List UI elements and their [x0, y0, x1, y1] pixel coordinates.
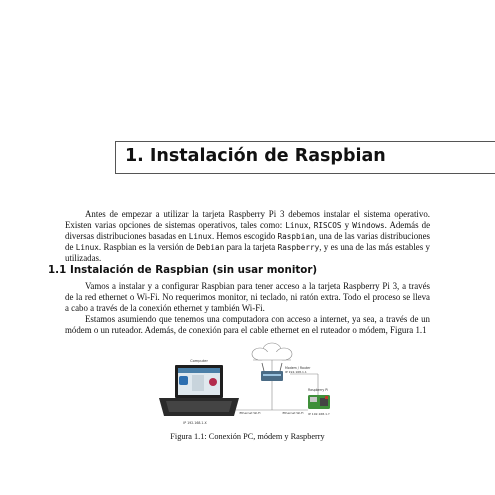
inline-code: RISCOS — [313, 221, 342, 230]
intro-text-run: , — [308, 220, 314, 230]
intro-paragraph — [65, 209, 430, 264]
computer-label: Computer — [190, 359, 208, 363]
intro-text-run: , y es una de las más estables y utilizadas. — [65, 242, 430, 263]
inline-code: Raspberry — [277, 243, 320, 252]
laptop-icon — [159, 365, 239, 416]
network-diagram — [150, 338, 345, 428]
raspberry-pi-icon — [308, 395, 330, 409]
section-body — [65, 281, 430, 336]
chapter-rule-bottom — [115, 173, 495, 174]
figure-caption: Figura 1.1: Conexión PC, módem y Raspberry — [170, 432, 325, 441]
intro-text-run: y — [341, 220, 353, 230]
raspberry-label: Raspberry Pi — [308, 388, 328, 392]
raspberry-ip-label: IP 192.168.1.Y — [308, 412, 330, 416]
link-right-label: Ethernet Wi-Fi — [282, 411, 304, 415]
intro-text-run: para la tarjeta — [224, 242, 278, 252]
internet-cloud-icon — [252, 343, 292, 360]
inline-code: Windows — [352, 221, 385, 230]
inline-code: Linux — [188, 232, 212, 241]
intro-text-run: . Además de diversas distribuciones basadas en — [65, 220, 431, 241]
intro-text-run: . Raspbian es la versión de — [98, 242, 197, 252]
computer-ip-label: IP 192.168.1.X — [183, 421, 207, 425]
inline-code: Debian — [196, 243, 225, 252]
chapter-heading — [115, 141, 495, 174]
section-number: 1.1 — [48, 264, 67, 276]
section-paragraph-2: Estamos asumiendo que tenemos una computadora con acceso a internet, ya sea, a través de un módem o un ruteador. Además, de conexión para el cable ethernet en el ruteador o módem, Figura 1.1 — [65, 314, 430, 335]
chapter-title: 1. Instalación de Raspbian — [125, 146, 386, 166]
intro-text-run: . Hemos escogido — [211, 231, 278, 241]
network-figure — [150, 338, 345, 428]
modem-label: Modem / Router — [285, 366, 311, 370]
chapter-rule-left — [115, 141, 116, 174]
intro-text-run: Antes de empezar a utilizar la tarjeta Raspberry Pi 3 debemos instalar el sistema operativo. Existen varias opciones de sistemas operativos, tales como: — [65, 209, 430, 230]
inline-code: Linux — [285, 221, 309, 230]
intro-text-run: , una de las varias distribuciones de — [65, 231, 430, 252]
intro-paragraph-text — [65, 209, 430, 264]
section-title: Instalación de Raspbian (sin usar monitor) — [70, 264, 318, 276]
chapter-rule-top — [115, 141, 495, 142]
inline-code: Linux — [75, 243, 99, 252]
inline-code: Raspbian — [277, 232, 315, 241]
section-paragraph-1: Vamos a instalar y a configurar Raspbian para tener acceso a la tarjeta Raspberry Pi 3, a través de la red ethernet o Wi-Fi. No requerimos monitor, ni teclado, ni ratón extra. Todo el proceso se lleva a cabo a través de la conexión ethernet y también Wi-Fi. — [65, 281, 430, 313]
link-left-label: Ethernet Wi-Fi — [239, 411, 261, 415]
modem-ip-label: IP 192.168.1.1 — [285, 370, 307, 374]
section-heading — [48, 264, 317, 276]
